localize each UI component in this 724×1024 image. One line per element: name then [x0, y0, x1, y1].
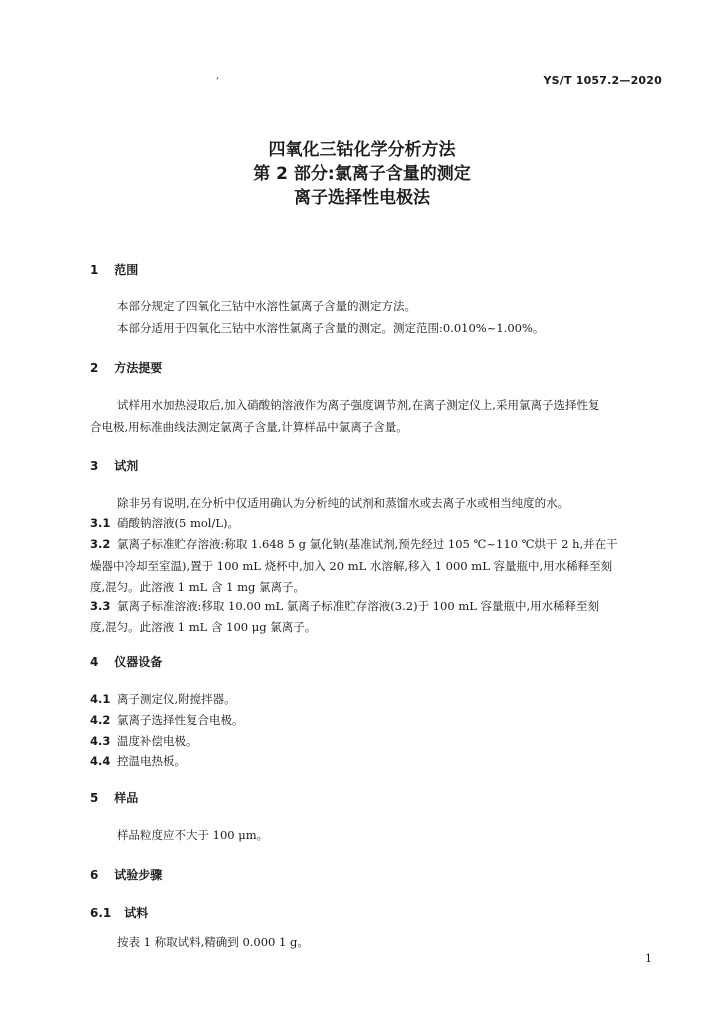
section-title: 样品 [114, 791, 139, 805]
section-number: 2 [90, 361, 99, 375]
paragraph: 本部分适用于四氧化三钴中水溶性氯离子含量的测定。测定范围:0.010%~1.00%。 [117, 321, 545, 335]
list-item [90, 596, 660, 616]
section-heading-procedure [90, 867, 162, 883]
section-heading-principle [90, 360, 162, 376]
document-title-line-1: 四氧化三钴化学分析方法 [268, 140, 456, 160]
section-number: 3 [90, 459, 99, 473]
list-item [90, 751, 660, 771]
item-number: 4.2 [90, 713, 111, 727]
paragraph: 试样用水加热浸取后,加入硝酸钠溶液作为离子强度调节剂,在离子测定仪上,采用氯离子选择性复 [117, 398, 600, 412]
document-title-line-3: 离子选择性电极法 [294, 188, 430, 208]
paragraph: 合电极,用标准曲线法测定氯离子含量,计算样品中氯离子含量。 [90, 420, 408, 434]
paragraph: 样品粒度应不大于 100 μm。 [117, 828, 269, 842]
item-text: 控温电热板。 [117, 754, 186, 768]
section-number: 4 [90, 655, 99, 669]
item-text: 离子测定仪,附搅拌器。 [117, 692, 236, 706]
paragraph: 按表 1 称取试料,精确到 0.000 1 g。 [117, 935, 309, 949]
list-item [90, 710, 660, 730]
paragraph: 本部分规定了四氧化三钴中水溶性氯离子含量的测定方法。 [117, 299, 416, 313]
item-number: 3.1 [90, 516, 111, 530]
paragraph: 度,混匀。此溶液 1 mL 含 1 mg 氯离子。 [90, 580, 306, 594]
section-title: 范围 [114, 263, 139, 277]
item-number: 4.3 [90, 734, 111, 748]
item-number: 3.3 [90, 599, 111, 613]
section-number: 5 [90, 791, 99, 805]
subsection-title: 试料 [124, 906, 149, 920]
section-heading-reagents [90, 458, 138, 474]
section-number: 6 [90, 868, 99, 882]
item-number: 3.2 [90, 537, 111, 551]
list-item [90, 513, 660, 533]
section-heading-apparatus [90, 654, 162, 670]
paragraph: 燥器中冷却至室温),置于 100 mL 烧杯中,加入 20 mL 水溶解,移入 1 000 mL 容量瓶中,用水稀释至刻 [90, 559, 613, 573]
paragraph: 除非另有说明,在分析中仅适用确认为分析纯的试剂和蒸馏水或去离子水或相当纯度的水。 [117, 496, 570, 510]
item-text: 氯离子选择性复合电极。 [117, 713, 244, 727]
section-heading-sample [90, 790, 138, 806]
section-title: 方法提要 [114, 361, 163, 375]
item-number: 4.1 [90, 692, 111, 706]
section-number: 1 [90, 263, 99, 277]
subsection-heading-test-portion [90, 905, 148, 921]
section-title: 仪器设备 [114, 655, 163, 669]
item-text: 硝酸钠溶液(5 mol/L)。 [117, 516, 239, 530]
item-text: 温度补偿电极。 [117, 734, 198, 748]
section-title: 试剂 [114, 459, 139, 473]
item-number: 4.4 [90, 754, 111, 768]
paragraph: 度,混匀。此溶液 1 mL 含 100 μg 氯离子。 [90, 620, 317, 634]
item-text: 氯离子标准溶液:移取 10.00 mL 氯离子标准贮存溶液(3.2)于 100 mL 容量瓶中,用水稀释至刻 [117, 599, 600, 613]
scan-mark: , [216, 70, 220, 81]
page-number: 1 [645, 952, 652, 965]
list-item [90, 534, 660, 554]
section-heading-scope [90, 262, 138, 278]
list-item [90, 689, 660, 709]
document-title-line-2: 第 2 部分:氯离子含量的测定 [253, 164, 471, 184]
item-text: 氯离子标准贮存溶液:称取 1.648 5 g 氯化钠(基准试剂,预先经过 105 ℃~110 ℃烘干 2 h,并在干 [117, 537, 618, 551]
subsection-number: 6.1 [90, 906, 112, 920]
standard-code: YS/T 1057.2—2020 [543, 74, 662, 87]
section-title: 试验步骤 [114, 868, 163, 882]
list-item [90, 731, 660, 751]
